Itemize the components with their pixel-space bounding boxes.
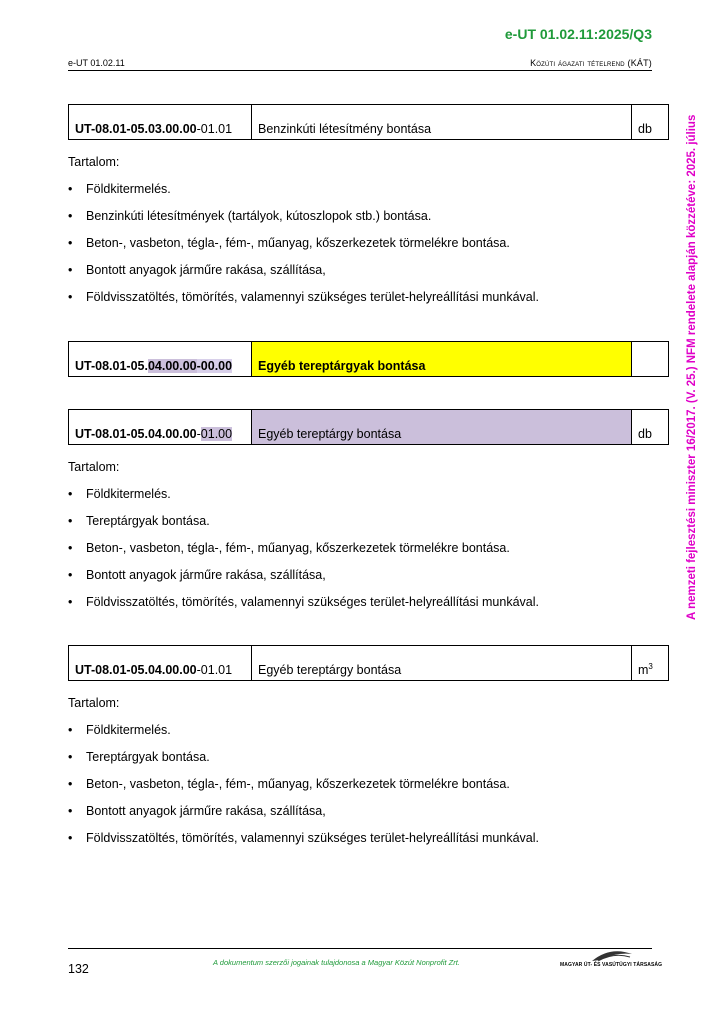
company-logo [560,948,663,972]
item-code: UT-08.01-05.03.00.00-01.01 [69,105,252,140]
item-table-group-heading [68,341,669,377]
list-item: • Benzinkúti létesítmények (tartályok, kútoszlopok stb.) bontása. [68,209,539,236]
item-unit: db [632,410,669,445]
list-item: • Földvisszatöltés, tömörítés, valamennyi szükséges terület-helyreállítási munkával. [68,595,539,622]
list-item: • Tereptárgyak bontása. [68,750,539,777]
list-item: • Földvisszatöltés, tömörítés, valamennyi szükséges terület-helyreállítási munkával. [68,290,539,317]
item-table-tereptargy-m3 [68,645,669,681]
list-item: • Beton-, vasbeton, tégla-, fém-, műanyag, kőszerkezetek törmelékre bontása. [68,541,539,568]
item-code: UT-08.01-05.04.00.00-01.00 [69,410,252,445]
publication-side-note: A nemzeti fejlesztési miniszter 16/2017. (V. 25.) NFM rendelete alapján közzétéve: 2025. július [686,114,698,620]
list-item: • Földvisszatöltés, tömörítés, valamennyi szükséges terület-helyreállítási munkával. [68,831,539,858]
copyright-note: A dokumentum szerzői jogainak tulajdonosa a Magyar Közút Nonprofit Zrt. [213,958,460,967]
content-label: Tartalom: [68,696,120,710]
item-name: Egyéb tereptárgy bontása [252,646,632,681]
item-unit: db [632,105,669,140]
header-left: e-UT 01.02.11 [68,58,125,68]
list-item: • Földkitermelés. [68,182,539,209]
list-item: • Földkitermelés. [68,723,539,750]
page-number: 132 [68,962,89,976]
logo-text: MAGYAR ÚT- ÉS VASÚTÜGYI TÁRSASÁG [560,962,663,968]
content-label: Tartalom: [68,460,120,474]
list-item: • Földkitermelés. [68,487,539,514]
item-name: Benzinkúti létesítmény bontása [252,105,632,140]
list-item: • Bontott anyagok járműre rakása, szállítása, [68,263,539,290]
content-label: Tartalom: [68,155,120,169]
list-item: • Tereptárgyak bontása. [68,514,539,541]
list-item: • Bontott anyagok járműre rakása, szállítása, [68,568,539,595]
list-item: • Beton-, vasbeton, tégla-, fém-, műanyag, kőszerkezetek törmelékre bontása. [68,777,539,804]
content-list [68,487,539,622]
item-table-tereptargy-db [68,409,669,445]
item-unit [632,342,669,377]
item-code: UT-08.01-05.04.00.00-00.00 [69,342,252,377]
item-name: Egyéb tereptárgyak bontása [252,342,632,377]
item-code: UT-08.01-05.04.00.00-01.01 [69,646,252,681]
item-table-benzinkut [68,104,669,140]
item-unit: $m^3$ [632,646,669,681]
content-list [68,723,539,858]
content-list [68,182,539,317]
list-item: • Bontott anyagok járműre rakása, szállítása, [68,804,539,831]
running-header [68,58,652,71]
list-item: • Beton-, vasbeton, tégla-, fém-, műanyag, kőszerkezetek törmelékre bontása. [68,236,539,263]
header-right: Közúti ágazati tételrend (KÁT) [530,58,652,68]
document-code: e-UT 01.02.11:2025/Q3 [504,26,652,42]
item-name: Egyéb tereptárgy bontása [252,410,632,445]
